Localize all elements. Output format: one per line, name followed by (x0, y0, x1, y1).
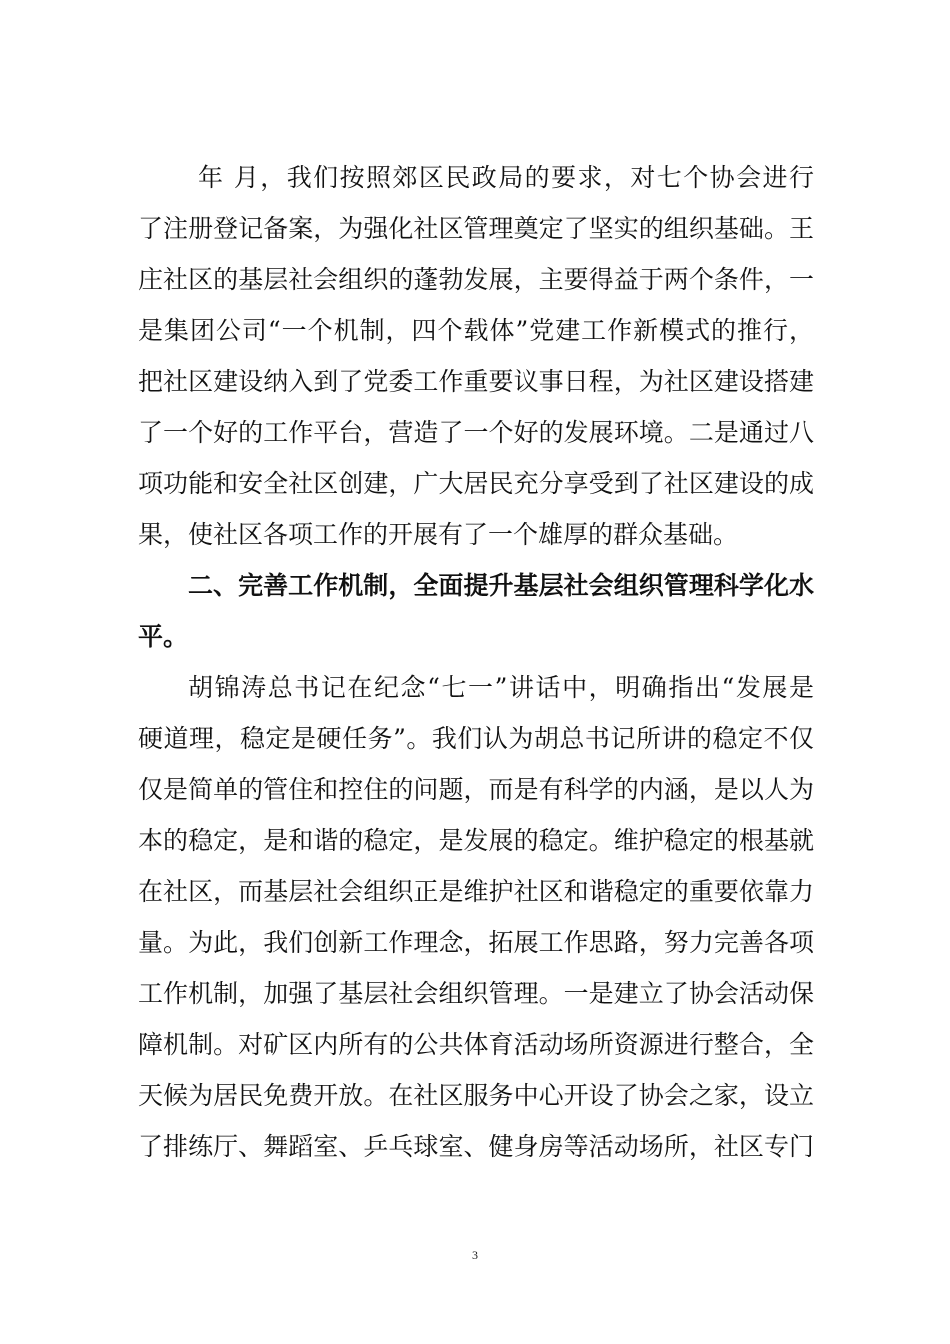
paragraph-2-line-4: 本的稳定，是和谐的稳定，是发展的稳定。维护稳定的根基就 (138, 826, 814, 855)
section-heading-line-2: 平。 (138, 622, 189, 651)
paragraph-2-line-3: 仅是简单的管住和控住的问题，而是有科学的内涵，是以人为 (138, 775, 814, 804)
paragraph-1-line-6: 了一个好的工作平台，营造了一个好的发展环境。二是通过八 (138, 418, 814, 447)
paragraph-2-line-5: 在社区，而基层社会组织正是维护社区和谐稳定的重要依靠力 (138, 877, 814, 906)
section-heading-line-1: 二、完善工作机制，全面提升基层社会组织管理科学化水 (188, 571, 814, 600)
paragraph-2-line-2: 硬道理，稳定是硬任务”。我们认为胡总书记所讲的稳定不仅 (138, 724, 814, 753)
paragraph-1-line-1: 年 月，我们按照郊区民政局的要求，对七个协会进行 (198, 163, 814, 192)
paragraph-2-line-7: 工作机制，加强了基层社会组织管理。一是建立了协会活动保 (138, 979, 814, 1008)
paragraph-1-line-8: 果，使社区各项工作的开展有了一个雄厚的群众基础。 (138, 520, 739, 549)
paragraph-2-line-10: 了排练厅、舞蹈室、乒乓球室、健身房等活动场所，社区专门 (138, 1132, 814, 1161)
paragraph-2-line-9: 天候为居民免费开放。在社区服务中心开设了协会之家，设立 (138, 1081, 814, 1110)
paragraph-1-line-5: 把社区建设纳入到了党委工作重要议事日程，为社区建设搭建 (138, 367, 814, 396)
paragraph-2-line-8: 障机制。对矿区内所有的公共体育活动场所资源进行整合，全 (138, 1030, 814, 1059)
paragraph-1-line-4: 是集团公司“一个机制，四个载体”党建工作新模式的推行， (138, 316, 814, 345)
paragraph-2-line-6: 量。为此，我们创新工作理念，拓展工作思路，努力完善各项 (138, 928, 814, 957)
paragraph-1-line-7: 项功能和安全社区创建，广大居民充分享受到了社区建设的成 (138, 469, 814, 498)
paragraph-2-line-1: 胡锦涛总书记在纪念“七一”讲话中，明确指出“发展是 (188, 673, 814, 702)
page-number: 3 (472, 1248, 478, 1262)
document-body (138, 152, 814, 1172)
paragraph-1-line-3: 庄社区的基层社会组织的蓬勃发展，主要得益于两个条件，一 (138, 265, 814, 294)
paragraph-1-line-2: 了注册登记备案，为强化社区管理奠定了坚实的组织基础。王 (138, 214, 814, 243)
